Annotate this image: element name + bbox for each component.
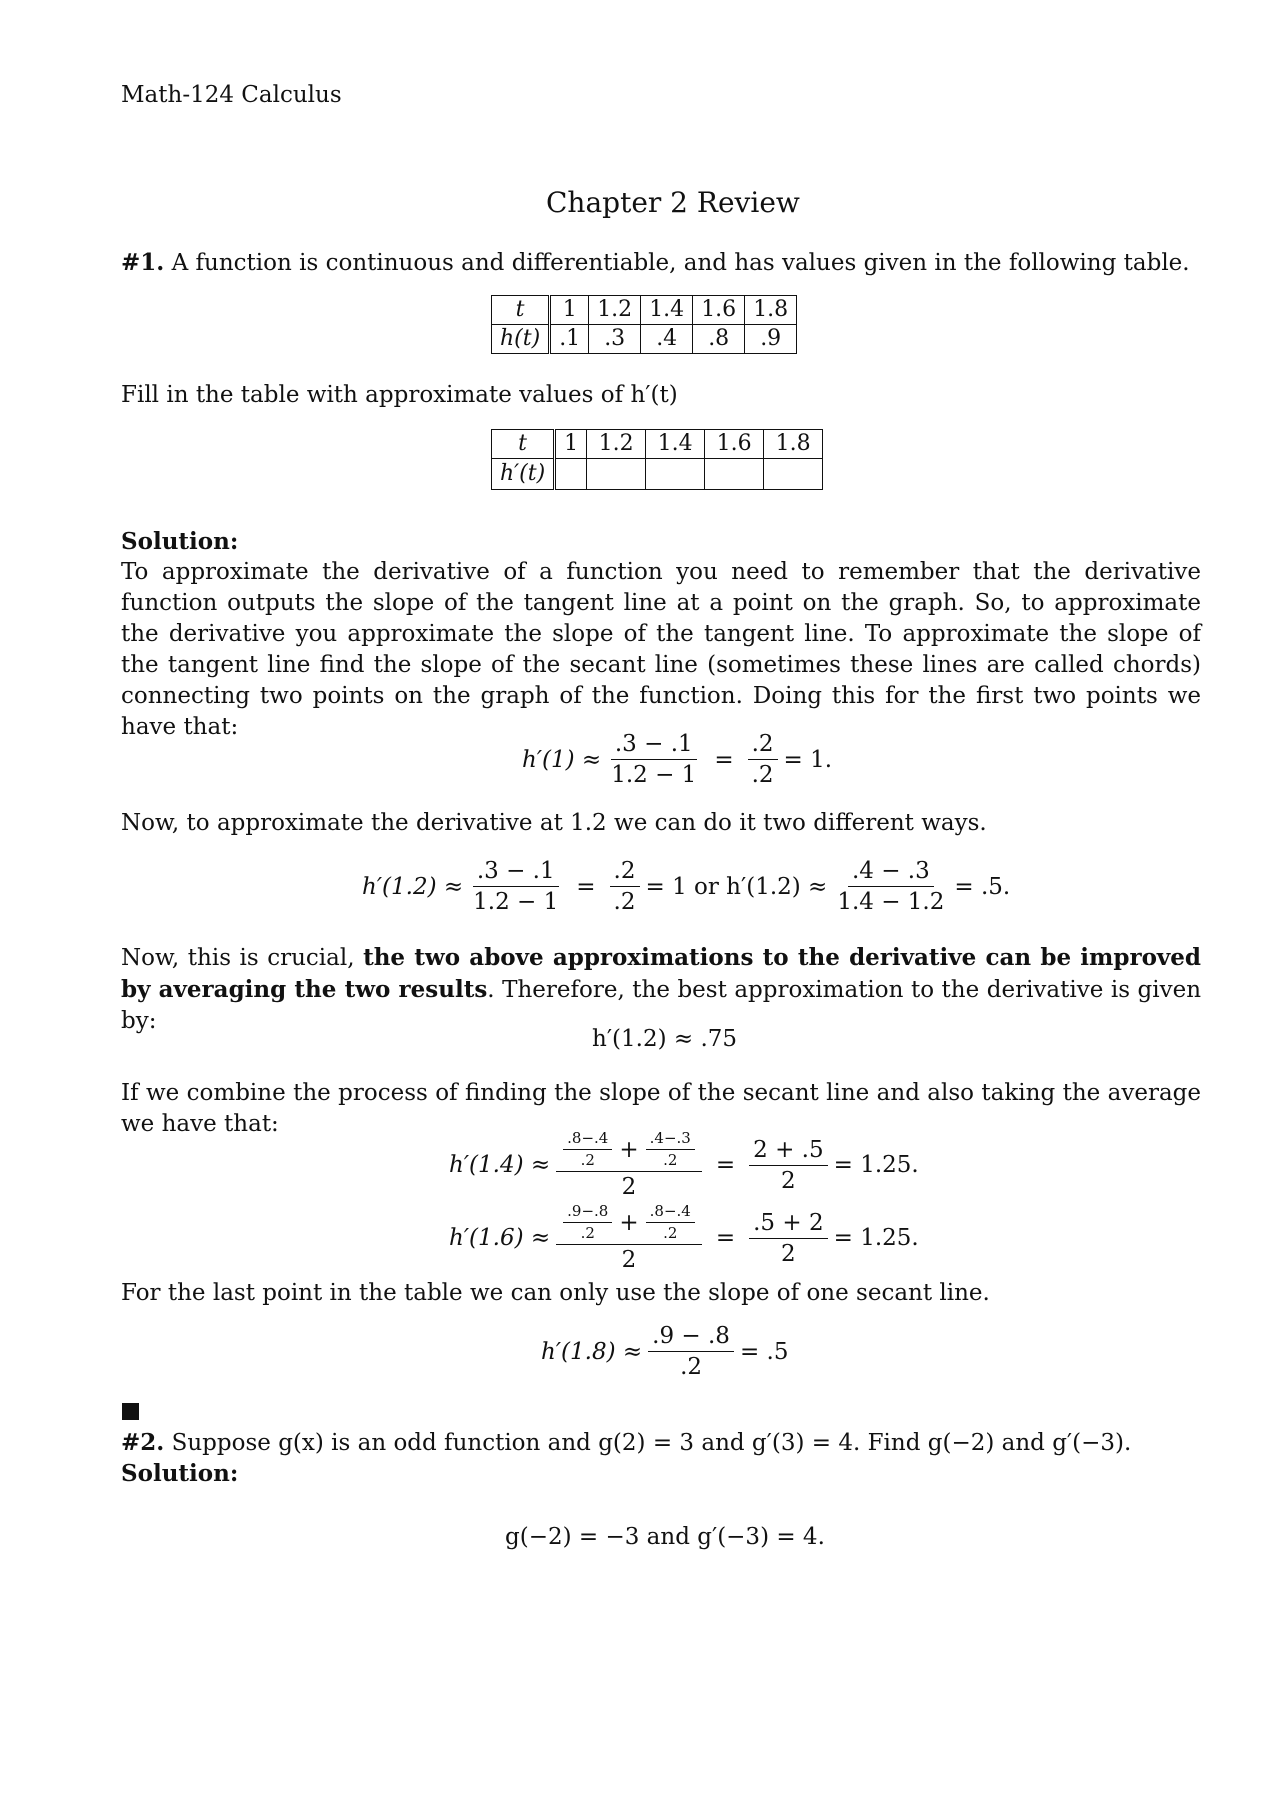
eq-lhs: h′(1.4) ≈ — [449, 1152, 551, 1178]
numerator: .5 + 2 — [749, 1210, 827, 1239]
table-cell-blank — [646, 459, 705, 490]
eq-lhs: h′(1.8) ≈ — [541, 1338, 643, 1365]
equation-h14 — [449, 1130, 919, 1200]
table-cell: 1.6 — [705, 430, 764, 459]
numerator: .3 − .1 — [611, 731, 697, 760]
denominator: 2 — [621, 1174, 637, 1200]
eq-result: = 1.25. — [833, 1225, 919, 1251]
table-cell: 1 — [555, 430, 587, 459]
problem-2-statement — [121, 1427, 1131, 1459]
table-head-t: t — [492, 430, 555, 459]
table-cell: 1.2 — [587, 430, 646, 459]
numerator: .9−.8 — [563, 1203, 612, 1223]
numerator: .4−.3 — [646, 1130, 695, 1150]
table-cell: .4 — [641, 325, 693, 354]
table-cell: 1.2 — [589, 296, 641, 325]
denominator: .2 — [663, 1224, 678, 1242]
crucial-post: . Therefore, the best approximation to the derivative is given by: — [121, 977, 1202, 1034]
fraction — [646, 1130, 695, 1169]
fraction — [607, 731, 700, 788]
course-header: Math-124 Calculus — [121, 82, 342, 108]
denominator: .2 — [580, 1151, 595, 1169]
last-point-text: For the last point in the table we can only use the slope of one secant line. — [121, 1280, 990, 1306]
table-cell-blank — [555, 459, 587, 490]
plus-sign: + — [619, 1136, 639, 1163]
fill-instruction: Fill in the table with approximate values of h′(t) — [121, 382, 678, 408]
table-head-hprime: h′(t) — [492, 459, 555, 490]
denominator: .2 — [663, 1151, 678, 1169]
crucial-pre: Now, this is crucial, — [121, 945, 364, 971]
fraction — [833, 858, 948, 915]
page-title: Chapter 2 Review — [546, 186, 800, 219]
eq-result: = 1.25. — [833, 1152, 919, 1178]
denominator: 2 — [621, 1247, 637, 1273]
table-cell: 1.4 — [641, 296, 693, 325]
derivative-table — [491, 429, 823, 490]
values-table — [491, 295, 797, 354]
numerator: .2 — [610, 858, 640, 887]
equals-sign: = — [715, 1152, 736, 1178]
problem-2-text: Suppose g(x) is an odd function and g(2) = 3 and g′(3) = 4. Find g(−2) and g′(−3). — [171, 1430, 1132, 1456]
fraction — [648, 1323, 734, 1380]
fraction — [610, 858, 640, 915]
table-cell: 1.6 — [693, 296, 745, 325]
problem-1-statement — [121, 247, 1190, 279]
table-cell: .9 — [745, 325, 797, 354]
table-row — [492, 296, 797, 325]
equation-h18 — [541, 1323, 788, 1380]
equals-sign: = — [576, 873, 596, 900]
fraction — [563, 1130, 612, 1169]
equals-sign: = — [714, 746, 734, 773]
numerator: 2 + .5 — [749, 1137, 827, 1166]
denominator: .2 — [580, 1224, 595, 1242]
solution-label-2: Solution: — [121, 1460, 239, 1487]
fraction — [748, 731, 778, 788]
fraction — [556, 1203, 702, 1273]
problem-1-text: A function is continuous and differentiable, and has values given in the following table. — [171, 250, 1190, 276]
numerator: .4 − .3 — [848, 858, 934, 887]
equation-h1 — [522, 731, 832, 788]
table-head-h: h(t) — [492, 325, 550, 354]
numerator: .8−.4 — [563, 1130, 612, 1150]
denominator: 1.2 − 1 — [473, 889, 559, 915]
numerator: .8−.4 — [646, 1203, 695, 1223]
numerator: .9 − .8 — [648, 1323, 734, 1352]
problem-2-answer: g(−2) = −3 and g′(−3) = 4. — [505, 1524, 825, 1550]
solution-paragraph: To approximate the derivative of a function you need to remember that the derivative function outputs the slope of the tangent line at a point on the graph. So, to approximate the derivative you approximate the slope of the tangent line. To approximate the slope of the tangent line find the slope of the secant line (sometimes these lines are called chords) connecting two points on the graph of the function. Doing this for the first two points we have that: — [121, 559, 1201, 740]
problem-1-label: #1. — [121, 249, 165, 276]
fraction — [563, 1203, 612, 1242]
table-cell: .8 — [693, 325, 745, 354]
eq-lhs: h′(1) ≈ — [522, 746, 602, 773]
denominator: 1.2 − 1 — [611, 762, 697, 788]
table-cell-blank — [705, 459, 764, 490]
eq-result: = .5. — [954, 873, 1011, 900]
table-cell-blank — [587, 459, 646, 490]
numerator: .3 − .1 — [473, 858, 559, 887]
table-cell: 1 — [550, 296, 589, 325]
table-row — [492, 430, 823, 459]
numerator — [556, 1203, 702, 1245]
equation-h12 — [362, 858, 1010, 915]
table-head-t: t — [492, 296, 550, 325]
now-12-text: Now, to approximate the derivative at 1.2 we can do it two different ways. — [121, 810, 987, 836]
fraction — [646, 1203, 695, 1242]
eq-lhs: h′(1.6) ≈ — [449, 1225, 551, 1251]
fraction — [556, 1130, 702, 1200]
denominator: 2 — [781, 1167, 796, 1194]
table-row — [492, 459, 823, 490]
table-cell: .3 — [589, 325, 641, 354]
table-cell-blank — [764, 459, 823, 490]
qed-square-icon — [122, 1403, 139, 1420]
eq-result: = 1. — [783, 746, 833, 773]
table-cell: .1 — [550, 325, 589, 354]
solution-label-1: Solution: — [121, 528, 239, 555]
crucial-bold: the two above approximations to the derivative can be improved by averaging the two results — [121, 944, 1202, 1003]
denominator: 2 — [781, 1240, 796, 1267]
equation-h12-average: h′(1.2) ≈ .75 — [592, 1026, 738, 1052]
denominator: .2 — [680, 1354, 703, 1380]
combine-paragraph: If we combine the process of finding the slope of the secant line and also taking the average we have that: — [121, 1080, 1201, 1137]
table-row — [492, 325, 797, 354]
equation-h16 — [449, 1203, 919, 1273]
denominator: .2 — [613, 889, 636, 915]
eq-result: = .5 — [739, 1338, 789, 1365]
denominator: 1.4 − 1.2 — [837, 889, 945, 915]
plus-sign: + — [619, 1209, 639, 1236]
table-cell: 1.4 — [646, 430, 705, 459]
numerator: .2 — [748, 731, 778, 760]
fraction — [749, 1210, 827, 1267]
table-cell: 1.8 — [764, 430, 823, 459]
problem-2-label: #2. — [121, 1429, 165, 1456]
fraction — [749, 1137, 827, 1194]
eq-lhs: h′(1.2) ≈ — [362, 873, 464, 900]
table-cell: 1.8 — [745, 296, 797, 325]
numerator — [556, 1130, 702, 1172]
crucial-paragraph — [121, 942, 1201, 1037]
eq-mid: = 1 or h′(1.2) ≈ — [645, 873, 828, 900]
equals-sign: = — [715, 1225, 736, 1251]
fraction — [469, 858, 562, 915]
denominator: .2 — [751, 762, 774, 788]
